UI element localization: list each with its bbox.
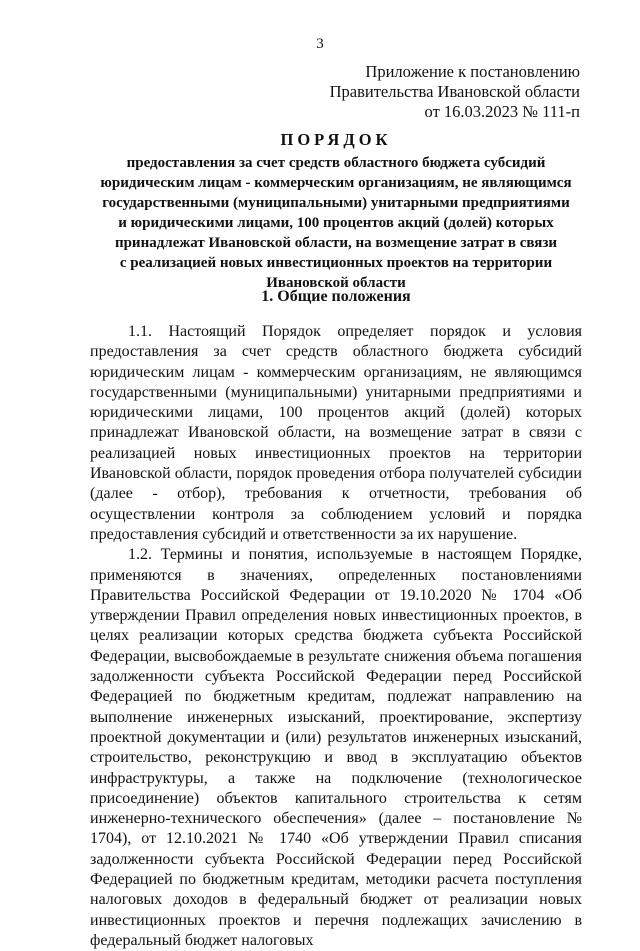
paragraph-1-2: 1.2. Термины и понятия, используемые в настоящем Порядке, применяются в значениях, определенных постановлениями Правительства Российской Федерации от 19.10.2020 № 1704 «Об утверждении Правил определения новых инвестиционных проектов, в целях реализации которых средства бюджета субъекта Российской Федерации, высвобождаемые в результате снижения объема погашения задолженности субъекта Российской Федерации перед Российской Федерацией по бюджетным кредитам, подлежат направлению на выполнение инженерных изысканий, проектирование, экспертизу проектной документации и (или) результатов инженерных изысканий, строительство, реконструкцию и ввод в эксплуатацию объектов инфраструктуры, а также на подключение (технологическое присоединение) объектов капитального строительства к сетям инженерно-технического обеспечения» (далее – постановление № 1704), от 12.10.2021 № 1740 «Об утверждении Правил списания задолженности субъекта Российской Федерации перед Российской Федерацией по бюджетным кредитам, методики расчета поступления налоговых доходов в федеральный бюджет от реализации новых инвестиционных проектов и перечня подлежащих зачислению в федеральный бюджет налоговых [90, 546, 582, 949]
title-line: и юридическими лицами, 100 процентов акций (долей) которых [118, 215, 554, 231]
appendix-line-2: Правительства Ивановской области [329, 82, 580, 101]
title-heading: ПОРЯДОК [280, 130, 392, 149]
title-line: принадлежат Ивановской области, на возмещение затрат в связи [114, 235, 558, 251]
title-line: Ивановской области [266, 275, 406, 291]
appendix-line-3: от 16.03.2023 № 111-п [424, 102, 580, 121]
title-line: юридическим лицам - коммерческим организациям, не являющимся [100, 175, 572, 191]
document-title [90, 130, 582, 293]
section-heading: 1. Общие положения [261, 288, 411, 305]
title-line: с реализацией новых инвестиционных проектов на территории [119, 255, 553, 271]
title-line: государственными (муниципальными) унитарными предприятиями [102, 195, 570, 211]
appendix-note [330, 62, 580, 122]
document-body [90, 322, 582, 951]
paragraph-1-1: 1.1. Настоящий Порядок определяет порядок и условия предоставления за счет средств областного бюджета субсидий юридическим лицам - коммерческим организациям, не являющимся государственными (муниципальными) унитарными предприятиями и юридическими лицами, 100 процентов акций (долей) которых принадлежат Ивановской области, на возмещение затрат в связи с реализацией новых инвестиционных проектов на территории Ивановской области, порядок проведения отбора получателей субсидии (далее - отбор), требования к отчетности, требования об осуществлении контроля за соблюдением условий и порядка предоставления субсидий и ответственности за их нарушение. [90, 323, 582, 543]
appendix-line-1: Приложение к постановлению [365, 62, 580, 81]
title-line: предоставления за счет средств областного бюджета субсидий [126, 155, 546, 171]
page-number: 3 [316, 36, 324, 52]
